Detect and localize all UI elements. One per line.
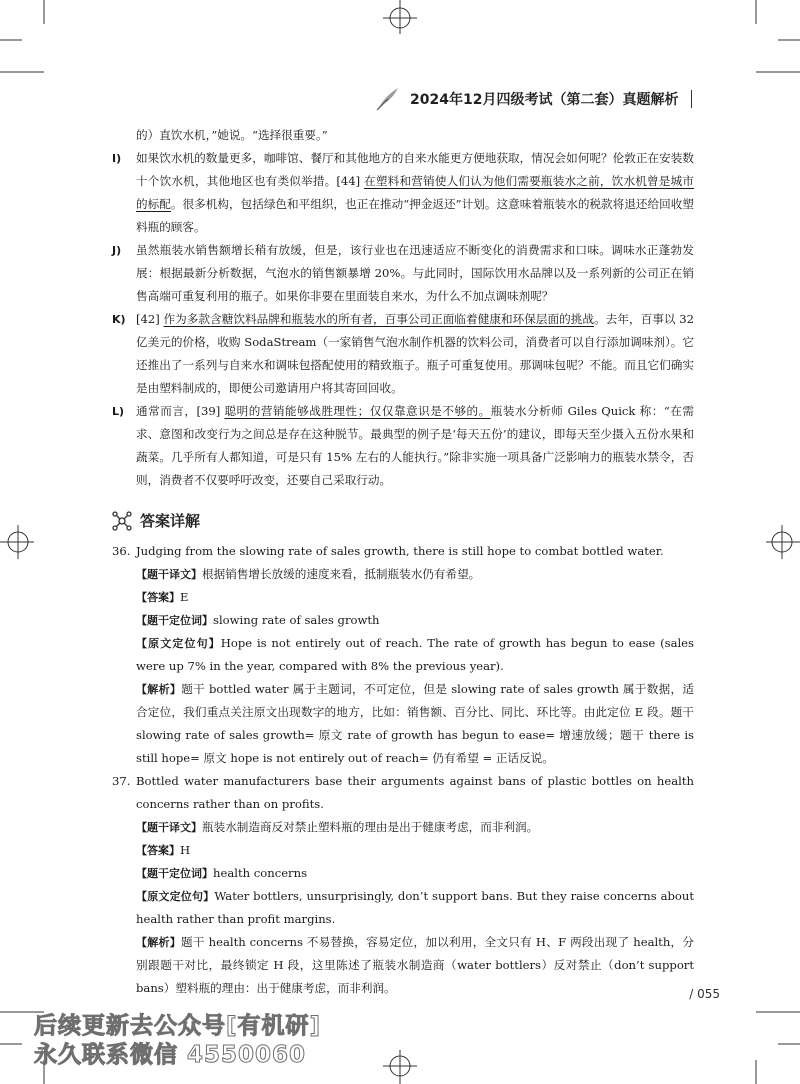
line-tag: 【答案】 — [136, 844, 180, 857]
running-header — [374, 84, 692, 114]
line-tag: 【题干译文】 — [136, 568, 202, 581]
header-divider — [691, 90, 693, 108]
paragraph-l — [112, 400, 694, 492]
answer-line — [136, 586, 694, 609]
line-tag: 【题干定位词】 — [136, 867, 213, 880]
main-content — [112, 124, 694, 1000]
feather-pen-icon — [374, 86, 400, 112]
paragraph-text: 如果饮水机的数量更多，咖啡馆、餐厅和其他地方的自来水能更方便地获取，情况会如何呢？伦敦正在安装数十个饮水机，其他地区也有类似举措。[44] — [136, 151, 694, 188]
answer-item-37 — [112, 770, 694, 1000]
keyword-line — [136, 609, 694, 632]
paragraph-text: 虽然瓶装水销售额增长稍有放缓，但是，该行业也在迅速适应不断变化的消费需求和口味。调味水正蓬勃发展：根据最新分析数据，气泡水的销售额暴增 20%。与此同时，国际饮用水品牌以及一系列新的公司正在销售高端可重复利用的瓶子。如果你非要在里面装自来水，为什么不加点调味剂呢？ — [136, 243, 694, 303]
paragraph-text: [42] — [136, 312, 164, 326]
line-text: E — [180, 590, 189, 604]
analysis-line — [136, 931, 694, 1000]
question-number: 36. — [112, 544, 131, 558]
analysis-line — [136, 678, 694, 770]
header-title: 2024年12月四级考试（第二套）真题解析 — [410, 92, 679, 108]
answers-section-title — [112, 508, 694, 534]
source-sentence-line — [136, 885, 694, 931]
translation-line — [136, 816, 694, 839]
passage-paragraphs — [112, 147, 694, 492]
line-tag: 【题干定位词】 — [136, 614, 213, 627]
question-text: Judging from the slowing rate of sales growth, there is still hope to combat bottled water. — [136, 544, 664, 558]
molecule-icon — [112, 511, 132, 531]
paragraph-k — [112, 308, 694, 400]
line-text: health concerns — [213, 866, 308, 880]
line-text: H — [180, 843, 191, 857]
line-text: 瓶装水制造商反对禁止塑料瓶的理由是出于健康考虑，而非利润。 — [202, 820, 539, 834]
line-tag: 【解析】 — [136, 683, 182, 696]
line-tag: 【解析】 — [136, 936, 182, 949]
line-tag: 【原文定位句】 — [136, 890, 215, 903]
underlined-text: 聪明的营销能够战胜理性；仅仅靠意识是不够的。 — [224, 404, 491, 418]
answer-line — [136, 839, 694, 862]
section-title-text: 答案详解 — [140, 512, 201, 530]
question-number: 37. — [112, 774, 131, 788]
paragraph-text: 通常而言，[39] — [136, 404, 225, 418]
continued-text: 的）直饮水机，”她说。“选择很重要。” — [136, 128, 328, 142]
question-statement — [112, 770, 694, 816]
keyword-line — [136, 862, 694, 885]
line-text: Water bottlers, unsurprisingly, don’t support bans. But they raise concerns about health rather than profit margins. — [136, 889, 695, 926]
line-text: Hope is not entirely out of reach. The rate of growth has begun to ease (sales were up 7% in the year, compared with 8% the previous year). — [136, 636, 694, 673]
paragraph-label: L) — [112, 405, 125, 418]
paragraph-text: 。很多机构，包括绿色和平组织，也正在推动“押金返还”计划。这意味着瓶装水的税款将退还给回收塑料瓶的顾客。 — [136, 197, 694, 234]
question-statement — [112, 540, 694, 563]
line-tag: 【答案】 — [136, 591, 180, 604]
line-text: 根据销售增长放缓的速度来看，抵制瓶装水仍有希望。 — [202, 567, 481, 581]
question-text: Bottled water manufacturers base their arguments against bans of plastic bottles on health concerns rather than on profits. — [136, 774, 694, 811]
underlined-text: 作为多款含糖饮料品牌和瓶装水的所有者，百事公司正面临着健康和环保层面的挑战 — [163, 312, 595, 326]
paragraph-label: J) — [112, 244, 122, 257]
translation-line — [136, 563, 694, 586]
line-text: 题干 health concerns 不易替换，容易定位，加以利用，全文只有 H、F 两段出现了 health，分别跟题干对比，最终锁定 H 段，这里陈述了瓶装水制造商（water bottlers）反对禁止（don’t support bans）塑料瓶的理由：出于健康考虑，而非利润。 — [136, 935, 695, 995]
page-number: / 055 — [689, 987, 720, 1001]
underlined-text: 在塑料和营销使人们认为他们需要瓶装水之前，饮水机曾是城市的标配 — [136, 174, 694, 211]
paragraph-i — [112, 147, 694, 239]
watermark-line: 永久联系微信 4550060 — [34, 1042, 307, 1068]
paragraph-text: 瓶装水分析师 Giles Quick 称：“在需求、意图和改变行为之间总是存在这种脱节。最典型的例子是‘每天五份’的建议，即每天至少摄入五份水果和蔬菜。几乎所有人都知道，可是只有 15% 左右的人能执行。”除非实施一项具备广泛影响力的瓶装水禁令，否则，消费者不仅要呼吁改变，还要自己采取行动。 — [136, 404, 694, 487]
watermark-line: 后续更新去公众号[有机研] — [34, 1013, 322, 1039]
paragraph-label: K) — [112, 313, 126, 326]
source-sentence-line — [136, 632, 694, 678]
answer-item-36 — [112, 540, 694, 770]
line-text: 题干 bottled water 属于主题词，不可定位，但是 slowing rate of sales growth 属于数据，适合定位，我们重点关注原文出现数字的地方，比如：销售额、百分比、同比、环比等。由此定位 E 段。题干 slowing rate of sales growth= 原文 rate of growth has begun to ease= 增速放缓；题干 there is still hope= 原文 hope is not entirely out of reach= 仍有希望 = 正话反说。 — [136, 682, 695, 765]
paragraph-label: I) — [112, 152, 122, 165]
paragraph-j — [112, 239, 694, 308]
line-tag: 【题干译文】 — [136, 821, 202, 834]
line-text: slowing rate of sales growth — [213, 613, 380, 627]
watermark — [34, 1012, 321, 1070]
line-tag: 【原文定位句】 — [136, 637, 221, 650]
paragraph-text: 。去年，百事以 32 亿美元的价格，收购 SodaStream（一家销售气泡水制作机器的饮料公司，消费者可以自行添加调味剂）。它还推出了一系列与自来水和调味包搭配使用的精致瓶子。瓶子可重复使用。那调味包呢？不能。而且它们确实是由塑料制成的，即便公司邀请用户将其寄回回收。 — [136, 312, 694, 395]
